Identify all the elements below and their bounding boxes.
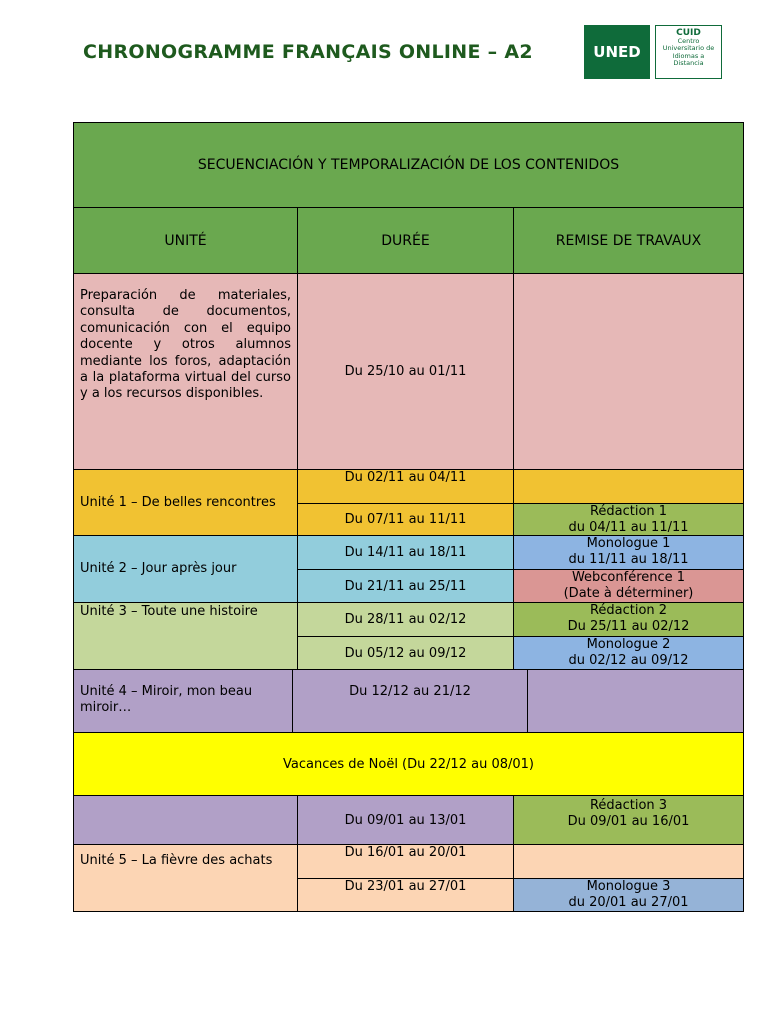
unit-5-remise-2 (513, 878, 744, 912)
duree-text: Du 16/01 au 20/01 (344, 845, 467, 860)
unit-1-duree-2: Du 07/11 au 11/11 (297, 503, 514, 536)
unit-5-remise-1 (513, 844, 744, 879)
unit-2-label: Unité 2 – Jour après jour (73, 535, 298, 603)
unit-5-duree-1 (297, 844, 514, 879)
column-header-unite: UNITÉ (73, 207, 298, 274)
uned-logo-mark: UNED (584, 25, 650, 79)
unit-3-label: Unité 3 – Toute une histoire (73, 602, 298, 670)
column-header-remise: REMISE DE TRAVAUX (513, 207, 744, 274)
unit-2-duree-1: Du 14/11 au 18/11 (297, 535, 514, 570)
remise-title: Monologue 3 (586, 879, 671, 894)
cuid-line: Universitario de (662, 44, 715, 53)
duree-text: Du 12/12 au 21/12 (349, 684, 471, 699)
preparation-duree: Du 25/10 au 01/11 (297, 273, 514, 470)
unit-3-duree-2: Du 05/12 au 09/12 (297, 636, 514, 670)
remise-title: Webconférence 1 (571, 570, 686, 585)
unit-3-remise-1 (513, 602, 744, 637)
remise-dates: Du 25/11 au 02/12 (567, 619, 690, 634)
unit-1-remise-2 (513, 503, 744, 536)
table-heading: SECUENCIACIÓN Y TEMPORALIZACIÓN DE LOS CONTENIDOS (73, 122, 744, 208)
unit-2-remise-2 (513, 569, 744, 603)
remise-dates: du 20/01 au 27/01 (568, 895, 689, 910)
unit-3-duree-1: Du 28/11 au 02/12 (297, 602, 514, 637)
unit-5-label: Unité 5 – La fièvre des achats (73, 844, 298, 912)
unit-5-duree-2 (297, 878, 514, 912)
remise-title: Rédaction 3 (589, 798, 668, 813)
remise-dates: du 02/12 au 09/12 (568, 653, 689, 668)
unit-2-duree-2: Du 21/11 au 25/11 (297, 569, 514, 603)
unit-4-label: Unité 4 – Miroir, mon beau miroir… (73, 669, 293, 733)
page-title: CHRONOGRAMME FRANÇAIS ONLINE – A2 (83, 41, 533, 63)
remise-dates: (Date à déterminer) (563, 586, 694, 601)
uned-logo (584, 25, 722, 79)
unit-1-duree-1 (297, 469, 514, 504)
preparation-cell: Preparación de materiales, consulta de documentos, comunicación con el equipo docente y otros alumnos mediante los foros, adaptación a la plataforma virtual del curso y a los recursos disponibles. (73, 273, 298, 470)
preparation-remise (513, 273, 744, 470)
remise-title: Rédaction 2 (589, 603, 668, 618)
remise-dates: du 11/11 au 18/11 (568, 552, 689, 567)
unit-4b-remise-1 (513, 795, 744, 845)
cuid-title: CUID (676, 28, 701, 38)
unit-2-remise-1 (513, 535, 744, 570)
cuid-logo-text (655, 25, 722, 79)
duree-text: Du 23/01 au 27/01 (344, 879, 467, 894)
unit-1-remise-1 (513, 469, 744, 504)
unit-4-remise-1 (527, 669, 744, 733)
unit-3-remise-2 (513, 636, 744, 670)
remise-dates: du 04/11 au 11/11 (568, 520, 689, 535)
remise-title: Rédaction 1 (589, 504, 668, 519)
cuid-line: Centro (677, 37, 700, 45)
cuid-line: Distancia (673, 59, 704, 68)
remise-title: Monologue 2 (586, 637, 671, 652)
unit-4-duree-1 (292, 669, 528, 733)
remise-title: Monologue 1 (586, 536, 671, 551)
unit-4b-label (73, 795, 298, 845)
unit-4b-duree-1: Du 09/01 au 13/01 (297, 795, 514, 845)
vacances-row: Vacances de Noël (Du 22/12 au 08/01) (73, 732, 744, 796)
unit-1-label: Unité 1 – De belles rencontres (73, 469, 298, 536)
cuid-line: Idiomas a (672, 51, 705, 60)
remise-dates: Du 09/01 au 16/01 (567, 814, 690, 829)
duree-text: Du 02/11 au 04/11 (344, 470, 467, 485)
column-header-duree: DURÉE (297, 207, 514, 274)
